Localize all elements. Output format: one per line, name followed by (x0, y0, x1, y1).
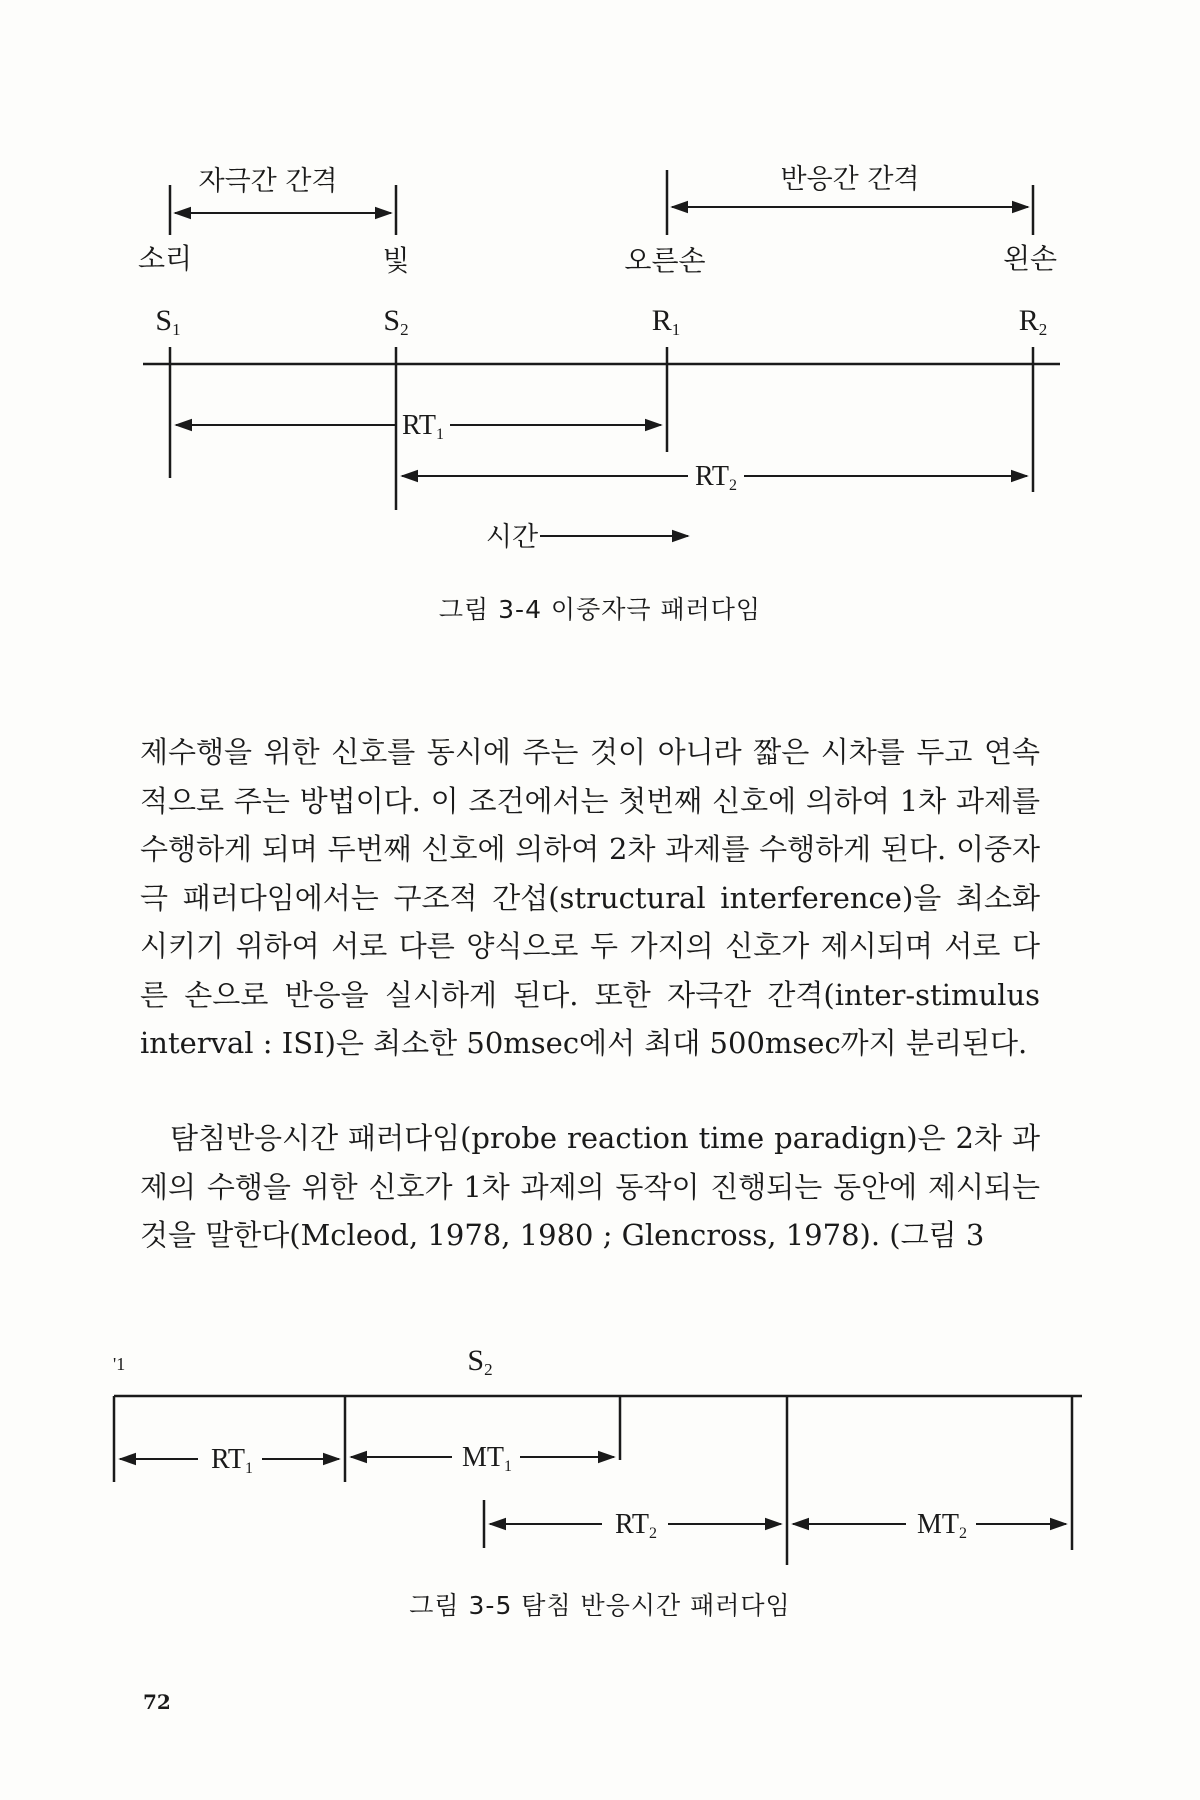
body-paragraph-1: 제수행을 위한 신호를 동시에 주는 것이 아니라 짧은 시차를 두고 연속적으로 주는 방법이다. 이 조건에서는 첫번째 신호에 의하여 1차 과제를 수행하게 되며 두번째 신호에 의하여 2차 과제를 수행하게 된다. 이중자극 패러다임에서는 구조적 간섭(structural interference)을 최소화시키기 위하여 서로 다른 양식으로 두 가지의 신호가 제시되며 서로 다른 손으로 반응을 실시하게 된다. 또한 자극간 간격(inter-stimulus interval : ISI)은 최소한 50msec에서 최대 500msec까지 분리된다. (140, 735, 1040, 1060)
figure-3-5-caption: 그림 3-5 탐침 반응시간 패러다임 (409, 1591, 791, 1620)
figure-3-4-caption: 그림 3-4 이중자극 패러다임 (438, 595, 762, 624)
stim-interval-label: 자극간 간격 (198, 166, 338, 197)
time-label: 시간 (485, 522, 539, 553)
page-number: 72 (143, 1690, 171, 1714)
rt1-label: RT1 (401, 410, 445, 443)
rt2-label: RT2 (694, 461, 738, 494)
probe-mt1-label: MT1 (462, 1442, 512, 1475)
dual-stimulus-labels (138, 164, 1057, 553)
sound-label: 소리 (137, 242, 193, 275)
resp-interval-label: 반응간 간격 (780, 164, 920, 195)
s1-label: S1 (155, 304, 181, 339)
left-hand-label: 왼손 (1002, 242, 1058, 275)
dual-stimulus-diagram (143, 170, 1060, 536)
s2-label: S2 (383, 304, 409, 339)
right-hand-label: 오른손 (624, 244, 706, 277)
probe-rt2-label: RT2 (614, 1509, 658, 1542)
light-label: 빛 (382, 244, 410, 277)
r1-label: R1 (651, 304, 681, 339)
body-paragraph-2: 탐침반응시간 패러다임(probe reaction time paradign)은 2차 과제의 수행을 위한 신호가 1차 과제의 동작이 진행되는 동안에 제시되는 것을 말한다(Mcleod, 1978, 1980 ; Glencross, 1978). (그림 3 (140, 1121, 1040, 1252)
probe-s2-label: S2 (467, 1344, 493, 1379)
probe-rt-labels (113, 1344, 967, 1542)
r2-label: R2 (1018, 304, 1048, 339)
probe-rt1-label: RT1 (210, 1444, 254, 1477)
probe-mt2-label: MT2 (917, 1509, 967, 1542)
probe-s1-fragment: '1 (113, 1354, 126, 1374)
